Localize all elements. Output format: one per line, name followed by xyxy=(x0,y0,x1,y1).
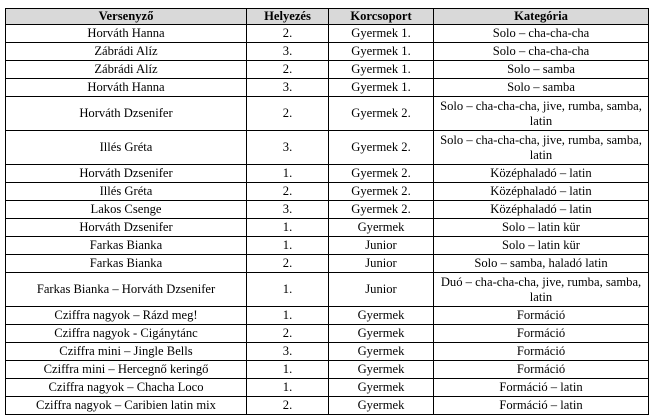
header-placement: Helyezés xyxy=(247,9,329,25)
cell-category: Formáció xyxy=(434,343,649,361)
table-row xyxy=(6,343,649,361)
cell-category: Formáció – latin xyxy=(434,397,649,415)
cell-category: Formáció xyxy=(434,361,649,379)
cell-competitor: Cziffra mini – Hercegnő keringő xyxy=(6,361,247,379)
cell-competitor: Horváth Dzsenifer xyxy=(6,97,247,131)
cell-placement: 3. xyxy=(247,43,329,61)
cell-competitor: Cziffra nagyok - Cigánytánc xyxy=(6,325,247,343)
cell-age-group: Gyermek 2. xyxy=(329,97,434,131)
cell-category: Solo – cha-cha-cha xyxy=(434,25,649,43)
cell-competitor: Horváth Hanna xyxy=(6,25,247,43)
cell-placement: 2. xyxy=(247,25,329,43)
cell-competitor: Cziffra nagyok – Caribien latin mix xyxy=(6,397,247,415)
cell-placement: 1. xyxy=(247,361,329,379)
cell-age-group: Gyermek xyxy=(329,307,434,325)
cell-age-group: Gyermek xyxy=(329,379,434,397)
cell-category: Középhaladó – latin xyxy=(434,165,649,183)
cell-age-group: Junior xyxy=(329,237,434,255)
cell-placement: 1. xyxy=(247,273,329,307)
cell-age-group: Gyermek xyxy=(329,361,434,379)
cell-age-group: Gyermek 2. xyxy=(329,183,434,201)
table-row xyxy=(6,79,649,97)
cell-placement: 1. xyxy=(247,165,329,183)
cell-category: Solo – samba xyxy=(434,79,649,97)
cell-age-group: Gyermek 1. xyxy=(329,79,434,97)
cell-competitor: Farkas Bianka – Horváth Dzsenifer xyxy=(6,273,247,307)
table-row xyxy=(6,61,649,79)
cell-category: Formáció – latin xyxy=(434,379,649,397)
table-row xyxy=(6,255,649,273)
cell-category: Solo – cha-cha-cha, jive, rumba, samba, latin xyxy=(434,97,649,131)
cell-category: Középhaladó – latin xyxy=(434,183,649,201)
table-row xyxy=(6,307,649,325)
table-row xyxy=(6,183,649,201)
cell-placement: 2. xyxy=(247,61,329,79)
cell-competitor: Horváth Dzsenifer xyxy=(6,219,247,237)
table-row xyxy=(6,97,649,131)
cell-placement: 2. xyxy=(247,397,329,415)
cell-competitor: Zábrádi Alíz xyxy=(6,61,247,79)
cell-age-group: Junior xyxy=(329,273,434,307)
cell-category: Solo – latin kür xyxy=(434,237,649,255)
table-row xyxy=(6,379,649,397)
cell-competitor: Cziffra mini – Jingle Bells xyxy=(6,343,247,361)
table-row xyxy=(6,165,649,183)
cell-category: Solo – samba xyxy=(434,61,649,79)
cell-category: Középhaladó – latin xyxy=(434,201,649,219)
cell-placement: 2. xyxy=(247,255,329,273)
cell-age-group: Gyermek 1. xyxy=(329,43,434,61)
cell-placement: 3. xyxy=(247,79,329,97)
header-competitor: Versenyző xyxy=(6,9,247,25)
cell-placement: 2. xyxy=(247,97,329,131)
cell-placement: 1. xyxy=(247,219,329,237)
table-row xyxy=(6,201,649,219)
cell-category: Solo – cha-cha-cha xyxy=(434,43,649,61)
cell-age-group: Gyermek 2. xyxy=(329,201,434,219)
header-row xyxy=(6,9,649,25)
cell-competitor: Horváth Dzsenifer xyxy=(6,165,247,183)
table-row xyxy=(6,273,649,307)
cell-competitor: Zábrádi Alíz xyxy=(6,43,247,61)
header-category: Kategória xyxy=(434,9,649,25)
table-row xyxy=(6,219,649,237)
cell-competitor: Cziffra nagyok – Rázd meg! xyxy=(6,307,247,325)
cell-placement: 2. xyxy=(247,325,329,343)
cell-placement: 3. xyxy=(247,201,329,219)
table-header xyxy=(6,9,649,25)
cell-placement: 3. xyxy=(247,131,329,165)
cell-age-group: Gyermek 1. xyxy=(329,61,434,79)
table-row xyxy=(6,25,649,43)
table-row xyxy=(6,325,649,343)
cell-competitor: Farkas Bianka xyxy=(6,237,247,255)
cell-category: Duó – cha-cha-cha, jive, rumba, samba, latin xyxy=(434,273,649,307)
cell-category: Solo – cha-cha-cha, jive, rumba, samba, latin xyxy=(434,131,649,165)
cell-age-group: Gyermek xyxy=(329,397,434,415)
table-row xyxy=(6,131,649,165)
cell-age-group: Gyermek 2. xyxy=(329,131,434,165)
cell-age-group: Gyermek xyxy=(329,343,434,361)
cell-age-group: Junior xyxy=(329,255,434,273)
results-table xyxy=(5,8,649,415)
table-row xyxy=(6,43,649,61)
table-body xyxy=(6,25,649,415)
cell-competitor: Horváth Hanna xyxy=(6,79,247,97)
cell-competitor: Cziffra nagyok – Chacha Loco xyxy=(6,379,247,397)
cell-category: Formáció xyxy=(434,307,649,325)
cell-competitor: Illés Gréta xyxy=(6,131,247,165)
header-age-group: Korcsoport xyxy=(329,9,434,25)
cell-category: Solo – latin kür xyxy=(434,219,649,237)
cell-age-group: Gyermek 2. xyxy=(329,165,434,183)
cell-competitor: Lakos Csenge xyxy=(6,201,247,219)
cell-placement: 1. xyxy=(247,307,329,325)
cell-competitor: Farkas Bianka xyxy=(6,255,247,273)
cell-category: Solo – samba, haladó latin xyxy=(434,255,649,273)
table-row xyxy=(6,361,649,379)
cell-age-group: Gyermek xyxy=(329,219,434,237)
table-row xyxy=(6,237,649,255)
cell-placement: 3. xyxy=(247,343,329,361)
cell-age-group: Gyermek xyxy=(329,325,434,343)
cell-placement: 1. xyxy=(247,379,329,397)
cell-competitor: Illés Gréta xyxy=(6,183,247,201)
cell-category: Formáció xyxy=(434,325,649,343)
cell-placement: 1. xyxy=(247,237,329,255)
cell-age-group: Gyermek 1. xyxy=(329,25,434,43)
cell-placement: 2. xyxy=(247,183,329,201)
